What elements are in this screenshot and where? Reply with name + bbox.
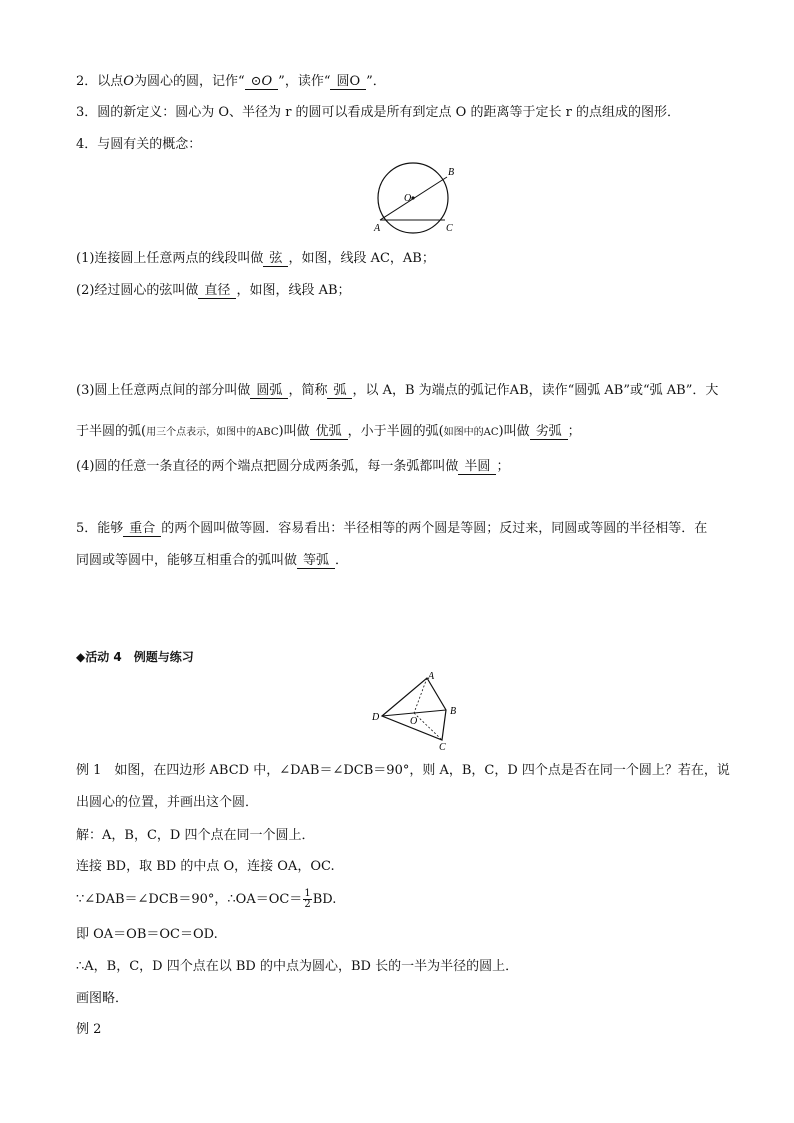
example-1-question-cont: 出圆心的位置，并画出这个圆． — [76, 795, 259, 810]
paragraph-4: (4)圆的任意一条直径的两个端点把圆分成两条弧，每一条弧都叫做 半圆 ； — [76, 459, 510, 474]
answer-blank: 劣弧 — [530, 424, 568, 440]
item-3: 3．圆的新定义：圆心为 O、半径为 r 的圆可以看成是所有到定点 O 的距离等于定长 r 的点组成的图形． — [76, 105, 680, 120]
segment-oc — [414, 713, 442, 740]
paragraph-3-cont: 于半圆的弧(用三个点表示，如图中的ABC)叫做 优弧 ，小于半圆的弧(如图中的AC)叫做 劣弧 ； — [76, 424, 581, 439]
answer-blank: ⊙O — [245, 74, 279, 90]
label-a: A — [428, 671, 435, 682]
paragraph-2: (2)经过圆心的弦叫做 直径 ，如图，线段 AB； — [76, 283, 351, 298]
answer-blank: 弦 — [263, 251, 288, 267]
answer-blank: 半圆 — [458, 459, 496, 475]
label-c: C — [439, 742, 446, 752]
label-o: O — [410, 716, 418, 727]
answer-blank: 圆弧 — [250, 383, 288, 399]
label-b: B — [448, 167, 455, 178]
answer-blank: 等弧 — [297, 553, 335, 569]
circle-figure — [366, 160, 466, 240]
solution-line-1: 解：A，B，C，D 四个点在同一个圆上． — [76, 828, 315, 843]
label-o: O — [404, 193, 412, 204]
example-2-label: 例 2 — [76, 1022, 102, 1037]
answer-blank: 优弧 — [310, 424, 348, 440]
paragraph-3: (3)圆上任意两点间的部分叫做 圆弧 ，简称 弧 ，以 A，B 为端点的弧记作AB，读作“圆弧 AB”或“弧 AB”．大 — [76, 383, 719, 398]
item-4: 4．与圆有关的概念： — [76, 137, 202, 152]
answer-blank: 圆O — [330, 74, 366, 90]
label-d: D — [372, 712, 380, 723]
solution-line-4: 即 OA＝OB＝OC＝OD. — [76, 927, 218, 942]
quadrilateral-figure — [368, 670, 468, 752]
solution-line-5: ∴A，B，C，D 四个点在以 BD 的中点为圆心，BD 长的一半为半径的圆上． — [76, 959, 519, 974]
label-a: A — [374, 223, 381, 234]
answer-blank: 弧 — [327, 383, 352, 399]
item-2: 2．以点O为圆心的圆，记作“ ⊙O ”，读作“ 圆O ”． — [76, 74, 386, 89]
answer-blank: 重合 — [123, 521, 161, 537]
answer-blank: 直径 — [198, 283, 236, 299]
fraction-one-half: $\frac{1}{2}$ — [304, 888, 311, 910]
paragraph-1: (1)连接圆上任意两点的线段叫做 弦 ，如图，线段 AC，AB； — [76, 251, 435, 266]
example-1-question: 例 1 如图，在四边形 ABCD 中，∠DAB＝∠DCB＝90°，则 A，B，C，D 四个点是否在同一个圆上？若在，说 — [76, 763, 730, 778]
quadrilateral-abcd — [382, 678, 446, 740]
solution-line-6: 画图略． — [76, 991, 129, 1006]
solution-line-2: 连接 BD，取 BD 的中点 O，连接 OA，OC. — [76, 859, 335, 874]
item-5: 5．能够 重合 的两个圆叫做等圆．容易看出：半径相等的两个圆是等圆；反过来，同圆或等圆的半径相等．在 — [76, 521, 708, 536]
center-point — [411, 196, 414, 199]
item-5-cont: 同圆或等圆中，能够互相重合的弧叫做 等弧 ． — [76, 553, 349, 568]
activity-heading: ◆活动 4 例题与练习 — [76, 650, 194, 664]
label-c: C — [446, 223, 453, 234]
label-b: B — [450, 706, 457, 717]
solution-line-3: ∵∠DAB＝∠DCB＝90°，∴OA＝OC＝ $\frac{1}{2}$ BD. — [76, 888, 337, 910]
